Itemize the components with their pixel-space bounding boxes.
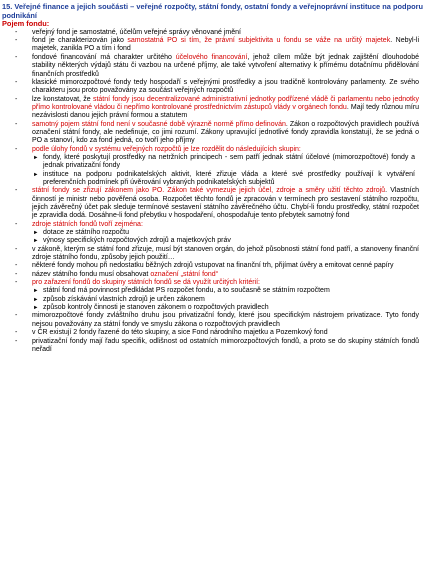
list-item xyxy=(2,187,423,220)
sub-list-item xyxy=(2,287,419,295)
list-item xyxy=(2,279,423,312)
body-text: . Vlastních činností je ministr nebo pověřená osoba. Rozpočet těchto fondů je zpracován v termínech pro sestavení státního rozpočtu, jejich závěrečný účet pak sleduje termínové sestavení státního závěrečného účtu. Chybí-li fondu prostředky, státní rozpočet je zpravidla dodá. Dosáhne-li fond přebytku v hospodaření, ohospodařuje tento přebytek samotný fond xyxy=(32,187,420,220)
body-text: výnosy specifických rozpočtových zdrojů a majetkových práv xyxy=(43,237,231,245)
list-item xyxy=(2,329,423,337)
emphasis-text: účelového financování xyxy=(175,53,248,61)
body-text: . Zákon o rozpočtových pravidlech používá označení státní fondy, ale nedefinuje, co jimi rozumí. Zákony upravující jednotlivé fondy zpravidla konstatují, že se jedná o PO a stanoví, kdo za fond jedná, co tvoří jeho příjmy xyxy=(32,120,419,145)
sub-list-item xyxy=(2,237,419,245)
body-text: fond je charakterizován jako xyxy=(32,37,128,45)
body-text: privatizační fondy mají řadu specifik, odlišnost od ostatních mimorozpočtových fondů, a proto se do skupiny státních fondů neřadí xyxy=(32,337,419,353)
sub-list xyxy=(32,154,419,187)
list-item xyxy=(2,246,423,263)
body-text: v ČR existují 2 fondy řazené do této skupiny, a sice Fond národního majetku a Pozemkový fond xyxy=(32,329,328,337)
list-item xyxy=(2,221,423,246)
section-heading: 15. Veřejné finance a jejich součásti – veřejné rozpočty, státní fondy, ostatní fondy a veřejnoprávní instituce na podporu podnikání xyxy=(2,2,423,20)
body-text: dotace ze státního rozpočtu xyxy=(43,229,129,237)
sub-list-item xyxy=(2,304,419,312)
list-item xyxy=(2,79,423,96)
body-text: instituce na podporu podnikatelských aktivit, které zřizuje vláda a které své prostředky používají k vytváření preferenčních podmínek při úvěrování vybraných podnikatelských subjektů xyxy=(43,170,415,186)
body-text: některé fondy mohou při nedostatku běžných zdrojů vstupovat na finanční trh, přijímat úvěry a emitovat cenné papíry xyxy=(32,262,394,270)
body-text: , jehož cílem může být jednak zajištění dlouhodobé stability některých výdajů státu či vazbou na určené příjmy, ale také vytvoření alternativy k přímému dotačnímu přidělování finančních prostředků xyxy=(32,53,419,78)
list-item xyxy=(2,121,423,146)
body-text: lze konstatovat, že xyxy=(32,95,93,103)
list-item xyxy=(2,29,423,37)
list-item xyxy=(2,54,423,79)
body-text: veřejný fond je samostatné, účelům veřejné správy věnované jmění xyxy=(32,28,241,36)
body-text: . Mají tedy různou míru nezávislosti danou jejich právní formou a statutem xyxy=(32,103,419,120)
sub-list-item xyxy=(2,296,419,304)
body-text: v zákoně, kterým se státní fond zřizuje, musí být stanoven orgán, do jehož působnosti státní fond patří, a stanoveny finanční zdroje státního fondu, způsoby jejich použití… xyxy=(32,245,419,262)
emphasis-text: podle úlohy fondů v systému veřejných rozpočtů je lze rozdělit do následujících skupin: xyxy=(32,145,301,153)
list-item xyxy=(2,146,423,188)
body-text: mimorozpočtové fondy zvláštního druhu jsou privatizační fondy, které jsou specifickým nástrojem privatizace. Tyto fondy nejsou považovány za státní fondy ve smyslu zákona o rozpočtových pravidlech xyxy=(32,312,419,328)
sub-list-item xyxy=(2,154,419,171)
body-text: státní fond má povinnost předkládat PS rozpočet fondu, a to současně se státním rozpočtem xyxy=(43,287,330,295)
list-item xyxy=(2,338,423,355)
sub-list-item xyxy=(2,171,419,188)
list-item xyxy=(2,96,423,121)
body-text: fondové financování má charakter určitého xyxy=(32,53,176,61)
body-text: název státního fondu musí obsahovat xyxy=(32,270,151,278)
bullet-list xyxy=(2,29,423,354)
list-item xyxy=(2,37,423,54)
emphasis-text: označení „státní fond“ xyxy=(150,270,219,278)
body-text: klasické mimorozpočtové fondy tedy hospodaří s veřejnými prostředky a jsou tradičně kontrolovány parlamenty. Ze svého charakteru jsou proto považovány za součást veřejných rozpočtů xyxy=(32,78,419,95)
sub-list xyxy=(32,287,419,312)
emphasis-text: samostatná PO si tím, že právní subjektivita u fondu se váže na určitý majetek xyxy=(127,37,391,45)
body-text: fondy, které poskytují prostředky na netržních principech - sem patří jednak státní účelové (mimorozpočtové) fondy a jednak privatizační fondy xyxy=(43,153,415,170)
subheading-pojem-fondu: Pojem fondu: xyxy=(2,19,50,29)
emphasis-text: státní fondy jsou decentralizované administrativní jednotky podřízené vládě či parlamentu nebo jednotky přímo kontrolované vládou či nepřímo kontrolované prostřednictvím zástupců vlády v orgánech fondu xyxy=(32,95,419,111)
body-text: způsob získávání vlastních zdrojů je určen zákonem xyxy=(43,295,205,303)
body-text: způsob kontroly činnosti je stanoven zákonem o rozpočtových pravidlech xyxy=(43,304,269,312)
list-item xyxy=(2,312,423,329)
emphasis-text: státní fondy se zřizují zákonem jako PO. Zákon také vymezuje jejich účel, zdroje a směry užití těchto zdrojů xyxy=(32,187,386,195)
list-item xyxy=(2,262,423,270)
list-item xyxy=(2,271,423,279)
emphasis-text: pro zařazení fondů do skupiny státních fondů se dá využít určitých kritérií: xyxy=(32,279,261,287)
sub-list xyxy=(32,229,419,246)
body-text: . Nebyl-li majetek, zanikla PO a tím i fond xyxy=(32,37,420,53)
emphasis-text: samotný pojem státní fond není v současné době výrazně normě přímo definován xyxy=(32,120,286,128)
emphasis-text: zdroje státních fondů tvoří zejména: xyxy=(32,220,143,228)
